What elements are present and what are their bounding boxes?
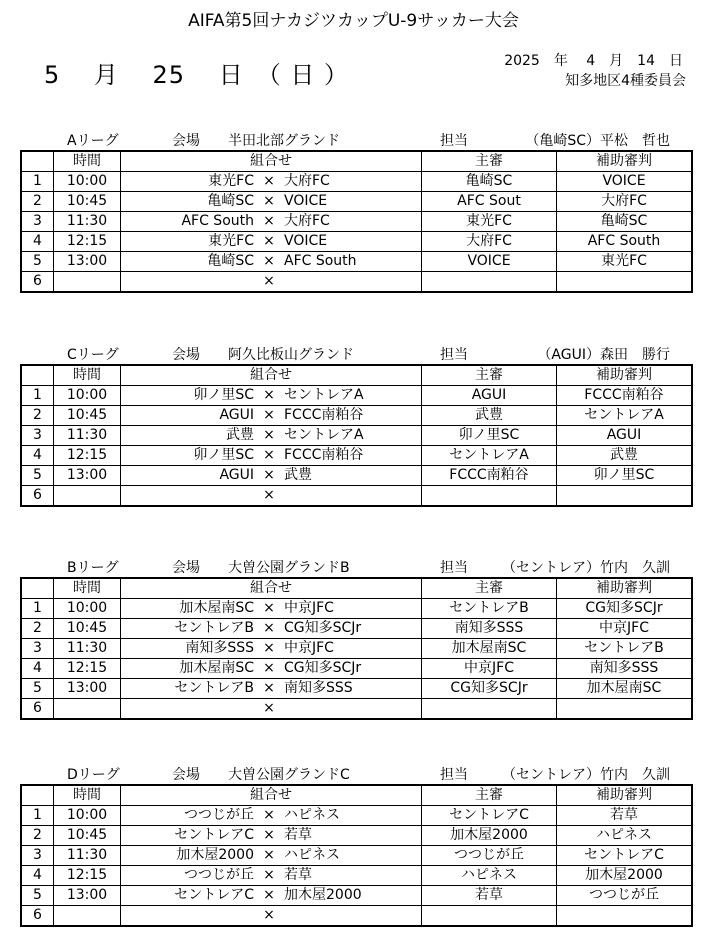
responsible-person: （亀崎SC）平松 哲也 xyxy=(525,133,670,149)
row-number: 6 xyxy=(21,272,54,293)
league-section xyxy=(20,128,690,293)
referee xyxy=(422,272,557,293)
home-team: AFC South xyxy=(181,213,254,229)
row-number: 4 xyxy=(21,866,54,886)
versus-mark: × xyxy=(263,700,275,716)
header-time: 時間 xyxy=(54,785,121,806)
row-number: 4 xyxy=(21,659,54,679)
kickoff-time: 12:15 xyxy=(54,232,121,252)
assistant-referee: CG知多SCJr xyxy=(557,599,693,619)
versus-mark: × xyxy=(263,887,275,903)
match-pairing xyxy=(121,699,422,720)
match-pairing xyxy=(121,232,422,252)
versus-mark: × xyxy=(263,640,275,656)
referee: 加木屋2000 xyxy=(422,826,557,846)
table-header-row xyxy=(21,785,692,806)
row-number: 3 xyxy=(21,426,54,446)
venue-label: 会場 xyxy=(172,767,200,783)
referee: セントレアB xyxy=(422,599,557,619)
home-team: 亀崎SC xyxy=(207,253,254,269)
row-number: 5 xyxy=(21,886,54,906)
table-row xyxy=(21,192,692,212)
referee: 卯ノ里SC xyxy=(422,426,557,446)
away-team: CG知多SCJr xyxy=(284,660,362,676)
schedule-table xyxy=(20,150,693,293)
row-number: 2 xyxy=(21,619,54,639)
header-time: 時間 xyxy=(54,578,121,599)
responsible-label: 担当 xyxy=(440,767,468,783)
table-row xyxy=(21,639,692,659)
kickoff-time xyxy=(54,906,121,927)
kickoff-time: 11:30 xyxy=(54,846,121,866)
assistant-referee: ハピネス xyxy=(557,826,693,846)
table-row xyxy=(21,806,692,826)
referee: 亀崎SC xyxy=(422,172,557,192)
match-pairing xyxy=(121,599,422,619)
header-referee: 主審 xyxy=(422,785,557,806)
header-match: 組合せ xyxy=(121,785,422,806)
table-row xyxy=(21,906,692,927)
header-time: 時間 xyxy=(54,151,121,172)
versus-mark: × xyxy=(263,467,275,483)
away-team: FCCC南粕谷 xyxy=(284,407,364,423)
venue-name: 大曽公園グランドC xyxy=(228,767,350,783)
row-number: 2 xyxy=(21,192,54,212)
away-team: 大府FC xyxy=(284,213,330,229)
match-pairing xyxy=(121,659,422,679)
referee xyxy=(422,699,557,720)
header-match: 組合せ xyxy=(121,151,422,172)
away-team: 中京JFC xyxy=(284,640,334,656)
versus-mark: × xyxy=(263,827,275,843)
away-team: 若草 xyxy=(284,827,312,843)
header-no xyxy=(21,578,54,599)
table-row xyxy=(21,426,692,446)
match-pairing xyxy=(121,212,422,232)
kickoff-time xyxy=(54,486,121,507)
table-row xyxy=(21,866,692,886)
versus-mark: × xyxy=(263,173,275,189)
table-header-row xyxy=(21,151,692,172)
referee: 若草 xyxy=(422,886,557,906)
assistant-referee xyxy=(557,906,693,927)
assistant-referee: FCCC南粕谷 xyxy=(557,386,693,406)
referee: VOICE xyxy=(422,252,557,272)
kickoff-time: 13:00 xyxy=(54,679,121,699)
kickoff-time: 12:15 xyxy=(54,446,121,466)
referee: セントレアC xyxy=(422,806,557,826)
row-number: 1 xyxy=(21,806,54,826)
home-team: セントレアC xyxy=(174,827,254,843)
home-team: セントレアB xyxy=(174,620,254,636)
home-team: 南知多SSS xyxy=(185,640,254,656)
kickoff-time: 11:30 xyxy=(54,426,121,446)
header-assistant: 補助審判 xyxy=(557,578,693,599)
referee: 大府FC xyxy=(422,232,557,252)
kickoff-time: 10:45 xyxy=(54,619,121,639)
header-no xyxy=(21,785,54,806)
assistant-referee: 卯ノ里SC xyxy=(557,466,693,486)
row-number: 3 xyxy=(21,212,54,232)
row-number: 5 xyxy=(21,252,54,272)
away-team: VOICE xyxy=(284,233,328,249)
table-row xyxy=(21,679,692,699)
match-pairing xyxy=(121,679,422,699)
home-team: 加木屋南SC xyxy=(179,660,254,676)
responsible-person: （セントレア）竹内 久訓 xyxy=(502,560,670,576)
match-pairing xyxy=(121,272,422,293)
row-number: 1 xyxy=(21,386,54,406)
assistant-referee xyxy=(557,486,693,507)
versus-mark: × xyxy=(263,407,275,423)
match-pairing xyxy=(121,846,422,866)
home-team: つつじが丘 xyxy=(184,807,254,823)
league-name: Cリーグ xyxy=(67,347,119,363)
table-row xyxy=(21,619,692,639)
away-team: CG知多SCJr xyxy=(284,620,362,636)
row-number: 3 xyxy=(21,639,54,659)
row-number: 4 xyxy=(21,232,54,252)
row-number: 3 xyxy=(21,846,54,866)
referee: ハピネス xyxy=(422,866,557,886)
row-number: 5 xyxy=(21,679,54,699)
league-name: Bリーグ xyxy=(67,560,119,576)
table-row xyxy=(21,826,692,846)
referee xyxy=(422,486,557,507)
table-row xyxy=(21,272,692,293)
assistant-referee: 南知多SSS xyxy=(557,659,693,679)
table-row xyxy=(21,212,692,232)
venue-label: 会場 xyxy=(172,347,200,363)
responsible-label: 担当 xyxy=(440,560,468,576)
home-team: 加木屋2000 xyxy=(176,847,254,863)
away-team: 中京JFC xyxy=(284,600,334,616)
row-number: 6 xyxy=(21,699,54,720)
header-assistant: 補助審判 xyxy=(557,785,693,806)
assistant-referee: 中京JFC xyxy=(557,619,693,639)
row-number: 1 xyxy=(21,599,54,619)
kickoff-time: 10:45 xyxy=(54,826,121,846)
header-referee: 主審 xyxy=(422,151,557,172)
venue-label: 会場 xyxy=(172,133,200,149)
assistant-referee: 若草 xyxy=(557,806,693,826)
kickoff-time: 10:00 xyxy=(54,386,121,406)
match-pairing xyxy=(121,406,422,426)
kickoff-time: 10:00 xyxy=(54,172,121,192)
referee: AGUI xyxy=(422,386,557,406)
home-team: つつじが丘 xyxy=(184,867,254,883)
versus-mark: × xyxy=(263,387,275,403)
header-match: 組合せ xyxy=(121,365,422,386)
referee: AFC Sout xyxy=(422,192,557,212)
versus-mark: × xyxy=(263,807,275,823)
kickoff-time: 12:15 xyxy=(54,866,121,886)
versus-mark: × xyxy=(263,427,275,443)
kickoff-time: 13:00 xyxy=(54,886,121,906)
schedule-table xyxy=(20,784,693,927)
header-assistant: 補助審判 xyxy=(557,365,693,386)
referee: CG知多SCJr xyxy=(422,679,557,699)
assistant-referee: 大府FC xyxy=(557,192,693,212)
versus-mark: × xyxy=(263,847,275,863)
row-number: 4 xyxy=(21,446,54,466)
match-pairing xyxy=(121,639,422,659)
league-header xyxy=(20,762,690,784)
match-pairing xyxy=(121,486,422,507)
match-pairing xyxy=(121,466,422,486)
home-team: セントレアC xyxy=(174,887,254,903)
row-number: 2 xyxy=(21,826,54,846)
assistant-referee: 亀崎SC xyxy=(557,212,693,232)
kickoff-time: 10:00 xyxy=(54,599,121,619)
table-row xyxy=(21,232,692,252)
away-team: 加木屋2000 xyxy=(284,887,362,903)
match-date: 5 月 25 日 （ 日 ） xyxy=(44,61,349,89)
kickoff-time: 13:00 xyxy=(54,252,121,272)
kickoff-time: 13:00 xyxy=(54,466,121,486)
schedule-table xyxy=(20,364,693,507)
table-row xyxy=(21,599,692,619)
assistant-referee: 加木屋2000 xyxy=(557,866,693,886)
referee: 加木屋南SC xyxy=(422,639,557,659)
match-pairing xyxy=(121,252,422,272)
row-number: 6 xyxy=(21,906,54,927)
assistant-referee: セントレアC xyxy=(557,846,693,866)
assistant-referee xyxy=(557,699,693,720)
away-team: 大府FC xyxy=(284,173,330,189)
versus-mark: × xyxy=(263,193,275,209)
home-team: 東光FC xyxy=(208,173,254,189)
home-team: AGUI xyxy=(219,467,254,483)
match-pairing xyxy=(121,172,422,192)
header-no xyxy=(21,365,54,386)
referee: 南知多SSS xyxy=(422,619,557,639)
responsible-label: 担当 xyxy=(440,133,468,149)
league-header xyxy=(20,555,690,577)
table-row xyxy=(21,172,692,192)
home-team: AGUI xyxy=(219,407,254,423)
match-pairing xyxy=(121,386,422,406)
versus-mark: × xyxy=(263,867,275,883)
venue-name: 大曽公園グランドB xyxy=(228,560,350,576)
table-row xyxy=(21,886,692,906)
home-team: 卯ノ里SC xyxy=(193,447,254,463)
away-team: FCCC南粕谷 xyxy=(284,447,364,463)
match-pairing xyxy=(121,192,422,212)
table-row xyxy=(21,659,692,679)
table-header-row xyxy=(21,578,692,599)
away-team: AFC South xyxy=(284,253,357,269)
assistant-referee: セントレアA xyxy=(557,406,693,426)
assistant-referee: AGUI xyxy=(557,426,693,446)
assistant-referee: 加木屋南SC xyxy=(557,679,693,699)
home-team: 東光FC xyxy=(208,233,254,249)
referee xyxy=(422,906,557,927)
league-section xyxy=(20,762,690,927)
home-team: 武豊 xyxy=(226,427,254,443)
away-team: ハピネス xyxy=(284,807,340,823)
referee: 東光FC xyxy=(422,212,557,232)
row-number: 5 xyxy=(21,466,54,486)
away-team: ハピネス xyxy=(284,847,340,863)
venue-name: 阿久比板山グランド xyxy=(228,347,354,363)
league-name: Dリーグ xyxy=(67,767,120,783)
row-number: 2 xyxy=(21,406,54,426)
assistant-referee: 武豊 xyxy=(557,446,693,466)
away-team: 武豊 xyxy=(284,467,312,483)
referee: 武豊 xyxy=(422,406,557,426)
committee-name: 知多地区4種委員会 xyxy=(565,73,686,89)
home-team: セントレアB xyxy=(174,680,254,696)
assistant-referee: AFC South xyxy=(557,232,693,252)
kickoff-time xyxy=(54,699,121,720)
referee: FCCC南粕谷 xyxy=(422,466,557,486)
kickoff-time: 11:30 xyxy=(54,639,121,659)
responsible-person: （セントレア）竹内 久訓 xyxy=(502,767,670,783)
table-row xyxy=(21,446,692,466)
header-referee: 主審 xyxy=(422,578,557,599)
assistant-referee: つつじが丘 xyxy=(557,886,693,906)
assistant-referee: VOICE xyxy=(557,172,693,192)
issue-date: 2025 年 4 月 14 日 xyxy=(504,53,683,69)
kickoff-time: 10:45 xyxy=(54,192,121,212)
versus-mark: × xyxy=(263,907,275,923)
match-pairing xyxy=(121,806,422,826)
league-section xyxy=(20,555,690,720)
kickoff-time xyxy=(54,272,121,293)
away-team: 南知多SSS xyxy=(284,680,353,696)
table-row xyxy=(21,699,692,720)
header-referee: 主審 xyxy=(422,365,557,386)
match-pairing xyxy=(121,426,422,446)
league-header xyxy=(20,128,690,150)
versus-mark: × xyxy=(263,660,275,676)
referee: つつじが丘 xyxy=(422,846,557,866)
document-title: AIFA第5回ナカジツカップU-9サッカー大会 xyxy=(188,11,519,31)
versus-mark: × xyxy=(263,233,275,249)
versus-mark: × xyxy=(263,487,275,503)
versus-mark: × xyxy=(263,620,275,636)
venue-name: 半田北部グランド xyxy=(228,133,340,149)
table-row xyxy=(21,386,692,406)
table-row xyxy=(21,846,692,866)
table-row xyxy=(21,486,692,507)
away-team: セントレアA xyxy=(284,427,364,443)
referee: セントレアA xyxy=(422,446,557,466)
venue-label: 会場 xyxy=(172,560,200,576)
table-row xyxy=(21,406,692,426)
match-pairing xyxy=(121,619,422,639)
versus-mark: × xyxy=(263,447,275,463)
away-team: セントレアA xyxy=(284,387,364,403)
assistant-referee xyxy=(557,272,693,293)
versus-mark: × xyxy=(263,680,275,696)
header-time: 時間 xyxy=(54,365,121,386)
league-name: Aリーグ xyxy=(67,133,119,149)
kickoff-time: 10:00 xyxy=(54,806,121,826)
match-pairing xyxy=(121,866,422,886)
table-row xyxy=(21,252,692,272)
header-match: 組合せ xyxy=(121,578,422,599)
kickoff-time: 11:30 xyxy=(54,212,121,232)
kickoff-time: 12:15 xyxy=(54,659,121,679)
header-no xyxy=(21,151,54,172)
versus-mark: × xyxy=(263,253,275,269)
home-team: 加木屋南SC xyxy=(179,600,254,616)
home-team: 亀崎SC xyxy=(207,193,254,209)
referee: 中京JFC xyxy=(422,659,557,679)
versus-mark: × xyxy=(263,213,275,229)
versus-mark: × xyxy=(263,600,275,616)
table-row xyxy=(21,466,692,486)
match-pairing xyxy=(121,906,422,927)
responsible-label: 担当 xyxy=(440,347,468,363)
table-header-row xyxy=(21,365,692,386)
versus-mark: × xyxy=(263,273,275,289)
home-team: 卯ノ里SC xyxy=(193,387,254,403)
league-header xyxy=(20,342,690,364)
away-team: 若草 xyxy=(284,867,312,883)
match-pairing xyxy=(121,886,422,906)
row-number: 6 xyxy=(21,486,54,507)
away-team: VOICE xyxy=(284,193,328,209)
schedule-table xyxy=(20,577,693,720)
row-number: 1 xyxy=(21,172,54,192)
responsible-person: （AGUI）森田 勝行 xyxy=(537,347,670,363)
header-assistant: 補助審判 xyxy=(557,151,693,172)
league-section xyxy=(20,342,690,507)
assistant-referee: セントレアB xyxy=(557,639,693,659)
kickoff-time: 10:45 xyxy=(54,406,121,426)
match-pairing xyxy=(121,446,422,466)
match-pairing xyxy=(121,826,422,846)
assistant-referee: 東光FC xyxy=(557,252,693,272)
